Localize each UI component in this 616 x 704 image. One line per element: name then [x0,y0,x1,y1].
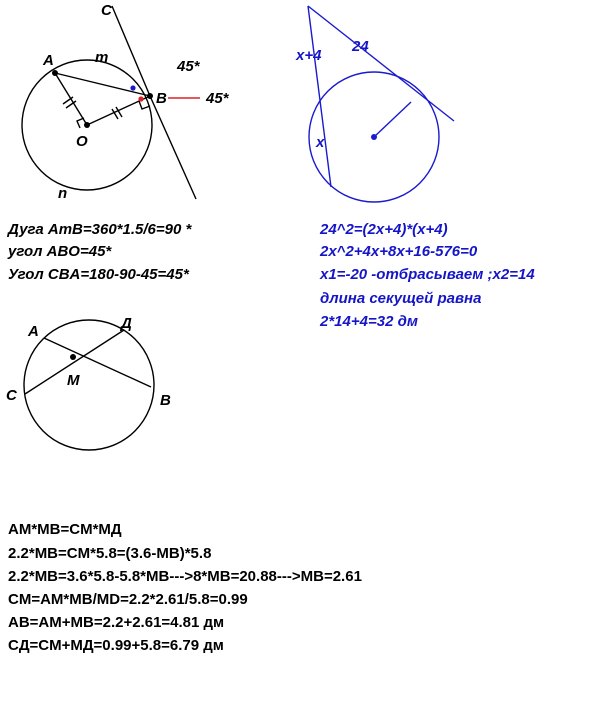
label-x: x [316,134,325,151]
fig2-line-2: 2x^2+4x+8x+16-576=0 [320,243,478,260]
label-m-3: M [67,372,80,389]
fig2-line-4: длина секущей равна [320,290,482,307]
label-c: C [101,2,112,19]
radius-2 [374,102,411,137]
fig3-line-4: CM=AM*MB/MD=2.2*2.61/5.8=0.99 [8,591,248,608]
fig1-line-2: угол ABO=45* [8,243,112,260]
chord-ab-3 [44,338,151,387]
label-b-3: B [160,392,171,409]
point-a [52,70,58,76]
figure3 [24,320,154,450]
label-m: m [95,49,109,66]
label-c-3: C [6,387,17,404]
secant-segment [308,6,331,187]
fig3-line-6: CД=CM+MД=0.99+5.8=6.79 дм [8,637,224,654]
chord-ab [55,73,150,96]
fig3-line-2: 2.2*MB=CM*5.8=(3.6-MB)*5.8 [8,545,212,562]
figure1 [22,6,200,199]
label-a-3: A [28,323,39,340]
label-n: n [58,185,68,202]
point-o [84,122,90,128]
label-d-3: Д [121,315,132,332]
label-b: B [156,90,167,107]
tangent-line-lower [150,96,196,199]
fig1-line-3: Угол CBA=180-90-45=45* [8,266,189,283]
point-m [70,354,76,360]
fig2-line-3: x1=-20 -отбрасываем ;x2=14 [320,266,535,283]
label-a: A [43,52,54,69]
fig2-line-1: 24^2=(2x+4)*(x+4) [320,221,448,238]
point-b [147,93,153,99]
center-point-2 [371,134,377,140]
label-angle-1: 45* [177,58,200,75]
angle-mark-red [138,96,143,101]
fig3-line-1: AM*MB=CM*MД [8,521,122,538]
label-angle-2: 45* [206,90,229,107]
tangent-segment [308,6,454,121]
fig2-line-5: 2*14+4=32 дм [320,313,418,330]
angle-mark-blue [130,85,135,90]
tangent-line-upper [112,6,150,96]
fig3-line-5: AB=AM+MB=2.2+2.61=4.81 дм [8,614,225,631]
label-24: 24 [352,38,369,55]
circle-3 [24,320,154,450]
figure2 [308,6,454,202]
fig3-line-3: 2.2*MB=3.6*5.8-5.8*MB--->8*MB=20.88--->MB=2.61 [8,568,362,585]
label-o: O [76,133,88,150]
fig1-line-1: Дуга AmB=360*1.5/6=90 * [8,221,192,238]
label-x4: x+4 [296,47,322,64]
